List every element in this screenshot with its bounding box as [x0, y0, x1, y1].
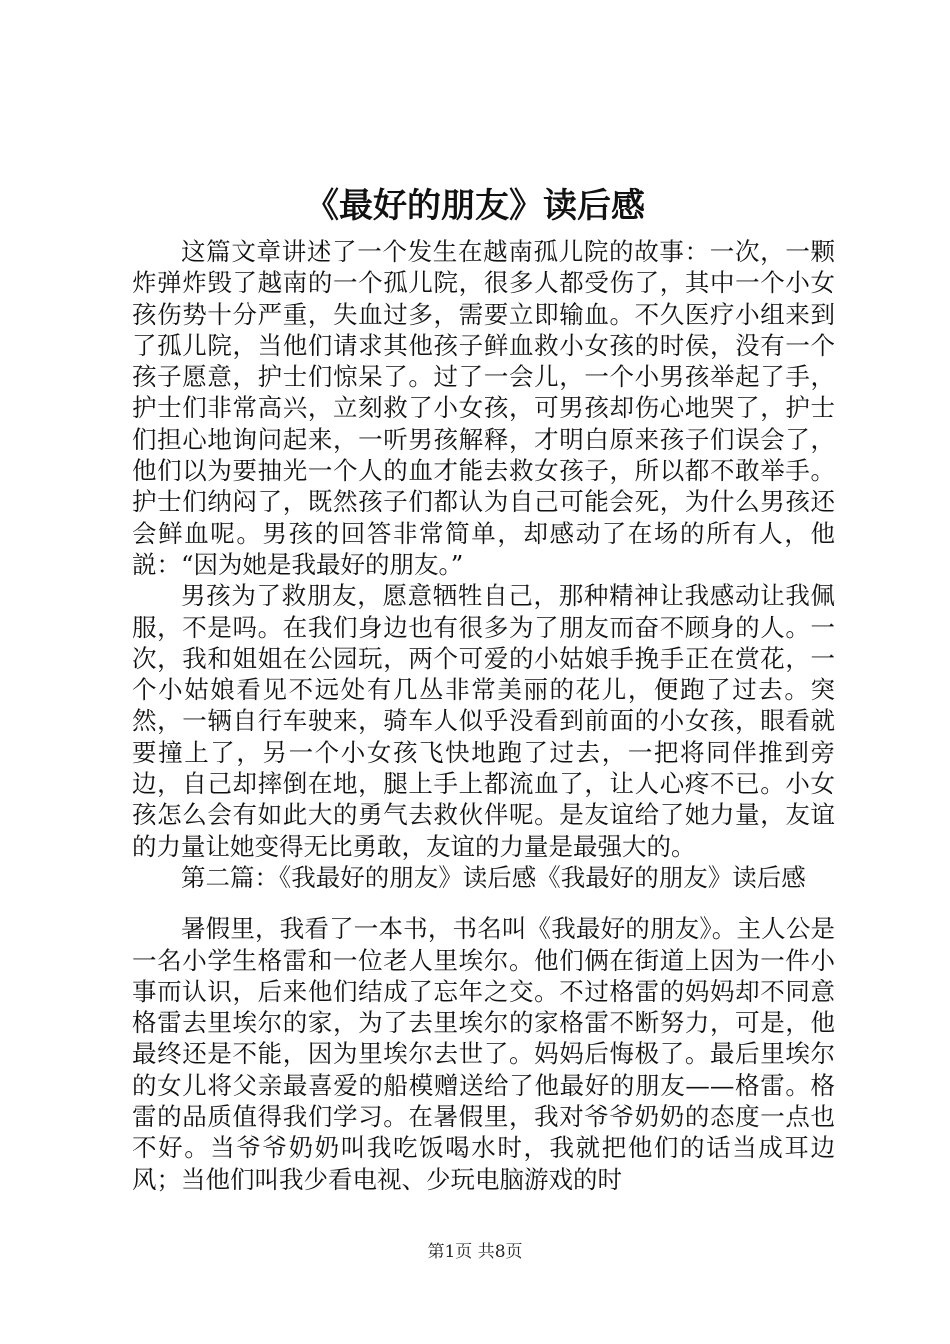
page-number-footer: 第1页 共8页: [427, 1242, 523, 1262]
document-title: 《最好的朋友》读后感: [305, 186, 645, 226]
paragraph-reflection: 男孩为了救朋友，愿意牺牲自己，那种精神让我感动让我佩服，不是吗。在我们身边也有很多为了朋友而奋不顾身的人。一次，我和姐姐在公园玩，两个可爱的小姑娘手挽手正在赏花，一个小姑娘看见不远处有几丛非常美丽的花儿，便跑了过去。突然，一辆自行车驶来，骑车人似乎没看到前面的小女孩，眼看就要撞上了，另一个小女孩飞快地跑了过去，一把将同伴推到旁边，自己却摔倒在地，腿上手上都流血了，让人心疼不已。小女孩怎么会有如此大的勇气去救伙伴呢。是友谊给了她力量，友谊的力量让她变得无比勇敢，友谊的力量是最强大的。: [132, 581, 835, 861]
paragraph-second-heading: 第二篇：《我最好的朋友》读后感《我最好的朋友》读后感: [181, 862, 806, 892]
paragraph-story: 这篇文章讲述了一个发生在越南孤儿院的故事：一次，一颗炸弹炸毁了越南的一个孤儿院，很多人都受伤了，其中一个小女孩伤势十分严重，失血过多，需要立即输血。不久医疗小组来到了孤儿院，当他们请求其他孩子鲜血救小女孩的时侯，没有一个孩子愿意，护士们惊呆了。过了一会儿，一个小男孩举起了手，护士们非常高兴，立刻救了小女孩，可男孩却伤心地哭了，护士们担心地询问起来，一听男孩解释，才明白原来孩子们误会了，他们以为要抽光一个人的血才能去救女孩子，所以都不敢举手。护士们纳闷了，既然孩子们都认为自己可能会死，为什么男孩还会鲜血呢。男孩的回答非常简单，却感动了在场的所有人，他説：“因为她是我最好的朋友。”: [132, 237, 835, 579]
document-body: [132, 236, 835, 1195]
paragraph-summer-book: 暑假里，我看了一本书，书名叫《我最好的朋友》。主人公是一名小学生格雷和一位老人里埃尔。他们俩在街道上因为一件小事而认识，后来他们结成了忘年之交。不过格雷的妈妈却不同意格雷去里埃尔的家，为了去里埃尔的家格雷不断努力，可是，他最终还是不能，因为里埃尔去世了。妈妈后悔极了。最后里埃尔的女儿将父亲最喜爱的船模赠送给了他最好的朋友——格雷。格雷的品质值得我们学习。在暑假里，我对爷爷奶奶的态度一点也不好。当爷爷奶奶叫我吃饭喝水时，我就把他们的话当成耳边风；当他们叫我少看电视、少玩电脑游戏的时: [132, 914, 835, 1194]
